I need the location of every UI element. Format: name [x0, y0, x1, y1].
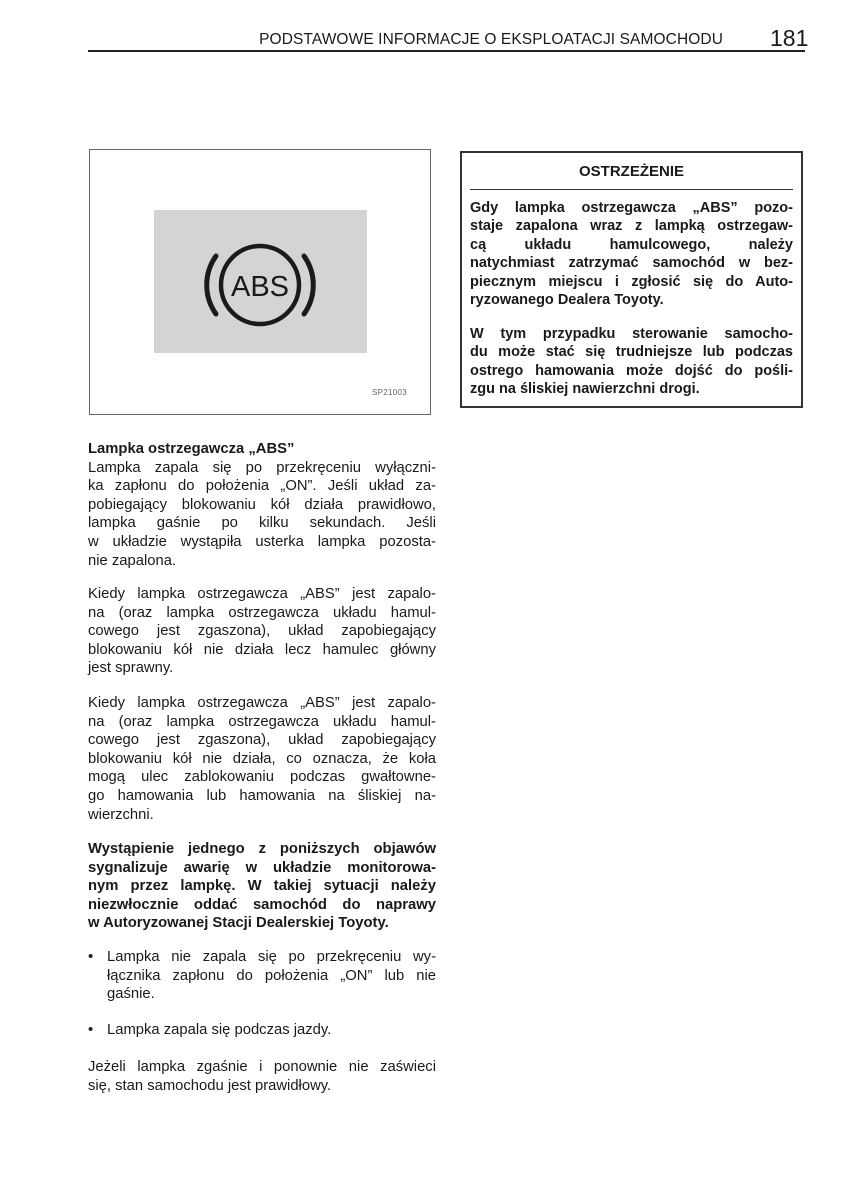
text-line: nym przez lampkę. W takiej sytuacji należy — [88, 878, 436, 895]
text-line: ryzowanego Dealera Toyoty. — [470, 292, 664, 309]
text-line: staje zapalona wraz z lampką ostrzegaw- — [470, 218, 793, 235]
warning-title: OSTRZEŻENIE — [578, 163, 684, 180]
abs-warning-lamp-icon — [154, 210, 367, 353]
text-line: w Autoryzowanej Stacji Dealerskiej Toyoty. — [88, 915, 389, 932]
text-line: Kiedy lampka ostrzegawcza „ABS” jest zapalo- — [88, 586, 436, 602]
bullet-item-1 — [88, 948, 436, 1008]
text-line: w układzie wystąpiła usterka lampka pozosta- — [88, 533, 436, 550]
text-line: jest sprawny. — [88, 660, 174, 677]
text-line: niezwłocznie oddać samochód do naprawy — [88, 896, 436, 913]
text-line: ka zapłonu do położenia „ON”. Jeśli układ za- — [88, 478, 436, 495]
text-line: łącznika zapłonu do położenia „ON” lub nie — [107, 967, 436, 984]
text-line: gaśnie. — [107, 986, 155, 1003]
text-line: go hamowania lub hamowania na śliskiej na- — [88, 787, 436, 804]
warning-box — [460, 151, 803, 408]
text-line: się, stan samochodu jest prawidłowy. — [88, 1077, 332, 1094]
section-abs-lamp — [88, 440, 436, 570]
body-paragraph-3 — [88, 694, 436, 824]
text-line: lampka gaśnie po kilku sekundach. Jeśli — [88, 515, 436, 532]
abs-lamp-label: ABS — [230, 271, 290, 303]
text-line: piecznym miejscu i zgłosić się do Auto- — [470, 273, 793, 290]
bullet-mark: • — [88, 1022, 94, 1038]
page-header-title: PODSTAWOWE INFORMACJE O EKSPLOATACJI SAMOCHODU — [259, 31, 723, 48]
section-heading: Lampka ostrzegawcza „ABS” — [88, 441, 295, 457]
text-line: Jeżeli lampka zgaśnie i ponownie nie zaświeci — [88, 1059, 436, 1075]
header-divider — [88, 50, 805, 52]
abs-indicator-panel — [154, 210, 367, 353]
text-line: du może stać się trudniejsze lub podczas — [470, 344, 793, 361]
text-line: Wystąpienie jednego z poniższych objawów — [88, 841, 436, 857]
text-line: blokowaniu kół nie działa, co oznacza, że koła — [88, 750, 436, 767]
page-number: 181 — [770, 25, 809, 51]
text-line: blokowaniu kół nie działa lecz hamulec główny — [88, 641, 436, 658]
bullet-item-2 — [88, 1021, 436, 1041]
text-line: ostrego hamowania może dojść do pośli- — [470, 362, 793, 379]
body-paragraph-bold — [88, 840, 436, 933]
text-line: na (oraz lampka ostrzegawcza układu hamul- — [88, 713, 436, 730]
text-line: Lampka zapala się podczas jazdy. — [107, 1022, 332, 1038]
warning-divider — [470, 189, 793, 190]
text-line: cowego jest zgaszona), układ zapobiegający — [88, 623, 436, 640]
text-line: nie zapalona. — [88, 552, 177, 569]
bullet-mark: • — [88, 949, 94, 965]
warning-paragraph-1 — [470, 199, 793, 309]
text-line: Lampka zapala się po przekręceniu wyłączni- — [88, 459, 436, 476]
body-paragraph-final — [88, 1058, 436, 1095]
text-line: cowego jest zgaszona), układ zapobiegający — [88, 732, 436, 749]
text-line: zgu na śliskiej nawierzchni drogi. — [470, 381, 700, 398]
text-line: cą układu hamulcowego, należy — [470, 236, 793, 253]
text-line: sygnalizuje awarię w układzie monitorowa- — [88, 859, 436, 876]
text-line: mogą ulec zablokowaniu podczas gwałtowne- — [88, 769, 436, 786]
text-line: Kiedy lampka ostrzegawcza „ABS” jest zapalo- — [88, 695, 436, 711]
text-line: na (oraz lampka ostrzegawcza układu hamul- — [88, 604, 436, 621]
body-paragraph-2 — [88, 585, 436, 678]
text-line: Gdy lampka ostrzegawcza „ABS” pozo- — [470, 200, 793, 216]
warning-paragraph-2 — [470, 325, 793, 399]
text-line: W tym przypadku sterowanie samocho- — [470, 326, 793, 342]
figure-code: SP21003 — [372, 388, 408, 397]
text-line: Lampka nie zapala się po przekręceniu wy- — [107, 949, 436, 965]
text-line: natychmiast zatrzymać samochód w bez- — [470, 255, 793, 272]
abs-figure — [89, 149, 431, 415]
text-line: wierzchni. — [88, 806, 154, 823]
text-line: pobiegający blokowaniu kół działa prawidłowo, — [88, 496, 436, 513]
